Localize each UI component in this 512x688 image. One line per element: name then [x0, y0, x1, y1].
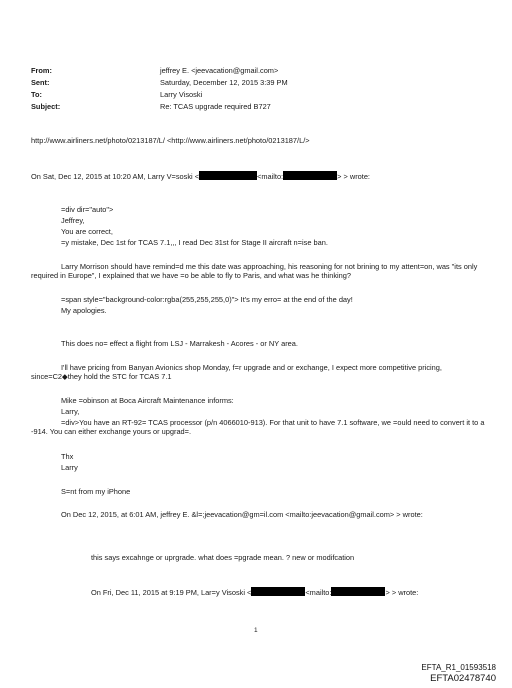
- link-line: http://www.airliners.net/photo/0213187/L/ <http://www.airliners.net/photo/0213187/L/>: [31, 136, 310, 145]
- apologies-line: My apologies.: [61, 306, 107, 315]
- to-label: To:: [31, 90, 42, 99]
- footer-id-2: EFTA02478740: [430, 673, 496, 684]
- reply-mistake: =y mistake, Dec 1st for TCAS 7.1,,, I read Dec 31st for Stage II aircraft n=ise ban.: [61, 238, 328, 247]
- wrote-1-mid: <mailto:: [257, 172, 284, 181]
- redaction-box: [251, 587, 305, 596]
- question-line: this says excahnge or uprgrade. what does =pgrade mean. ? new or modifcation: [91, 553, 355, 562]
- wrote-line-2: On Dec 12, 2015, at 6:01 AM, jeffrey E. &l=;jeevacation@gm=il.com <mailto:jeevacation@gmail.com> > wrote:: [61, 510, 423, 519]
- subject-label: Subject:: [31, 102, 61, 111]
- reply-greeting: Jeffrey,: [61, 216, 85, 225]
- paragraph-morrison: Larry Morrison should have remind=d me this date was approaching, his reasoning for not brining to my attent=on, was "its only required in Europe", I explained that we have =o be able to fly to Paris, and what was he thinking?: [31, 262, 478, 281]
- sent-value: Saturday, December 12, 2015 3:39 PM: [160, 78, 288, 87]
- wrote-3-mid: <mailto:: [305, 588, 332, 597]
- sent-from-iphone: S=nt from my iPhone: [61, 487, 131, 496]
- mike-greeting: Larry,: [61, 407, 80, 416]
- larry-line: Larry: [61, 463, 78, 472]
- wrote-line-3: [91, 587, 418, 597]
- wrote-1-suffix: > > wrote:: [337, 172, 370, 181]
- paragraph-pricing: I'll have pricing from Banyan Avionics shop Monday, f=r upgrade and or exchange, I expect more competitive pricing, since=C2◆they hold the STC for TCAS 7.1: [31, 363, 442, 382]
- paragraph-flight: This does no= effect a flight from LSJ - Marrakesh - Acores - or NY area.: [61, 339, 298, 348]
- page-number: 1: [254, 627, 258, 634]
- mike-line: Mike =obinson at Boca Aircraft Maintenance informs:: [61, 396, 234, 405]
- mike-processor: =div>You have an RT-92= TCAS processor (p/n 4066010-913). For that unit to have 7.1 software, we =ould need to convert it to a -914. You can either exchange yours or upgrad=.: [31, 418, 485, 437]
- reply-correct: You are correct,: [61, 227, 113, 236]
- footer-id-1: EFTA_R1_01593518: [421, 663, 496, 672]
- subject-value: Re: TCAS upgrade required B727: [160, 102, 271, 111]
- sent-label: Sent:: [31, 78, 50, 87]
- thx-line: Thx: [61, 452, 74, 461]
- wrote-3-prefix: On Fri, Dec 11, 2015 at 9:19 PM, Lar=y Visoski <: [91, 588, 252, 597]
- from-label: From:: [31, 66, 52, 75]
- from-value: jeffrey E. <jeevacation@gmail.com>: [160, 66, 279, 75]
- redaction-box: [331, 587, 385, 596]
- wrote-3-suffix: > > wrote:: [385, 588, 419, 597]
- wrote-line-1: [31, 171, 370, 181]
- to-value: Larry Visoski: [160, 90, 203, 99]
- redaction-box: [199, 171, 257, 180]
- wrote-1-prefix: On Sat, Dec 12, 2015 at 10:20 AM, Larry V=soski <: [31, 172, 200, 181]
- redaction-box: [283, 171, 337, 180]
- span-line: =span style="background-color:rgba(255,255,255,0)"> It's my erro= at the end of the day!: [61, 295, 353, 304]
- reply-div-line: =div dir="auto">: [61, 205, 114, 214]
